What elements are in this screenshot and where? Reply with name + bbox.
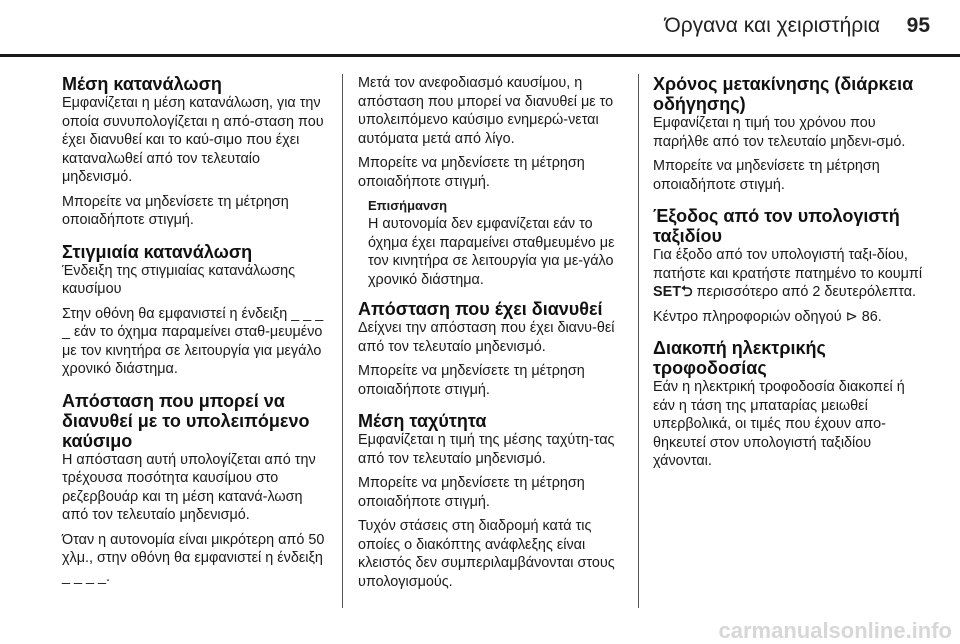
paragraph: Όταν η αυτονομία είναι μικρότερη από 50 χλμ., στην οθόνη θα εμφανιστεί η ένδειξη _ _ _ _. <box>62 531 325 585</box>
section-power-interruption <box>653 338 928 471</box>
section-average-consumption <box>62 74 330 230</box>
text: Κέντρο πληροφοριών οδηγού <box>653 308 846 325</box>
section-exit-trip-computer <box>653 206 928 326</box>
page-number: 95 <box>906 14 930 37</box>
paragraph: Εμφανίζεται η τιμή του χρόνου που παρήλθε από τον τελευταίο μηδενι-σμό. <box>653 115 906 150</box>
section-title: Διακοπή ηλεκτρικής τροφοδοσίας <box>653 338 826 378</box>
section-title: Έξοδος από τον υπολογιστή ταξιδίου <box>653 206 900 246</box>
paragraph: Δείχνει την απόσταση που έχει διανυ-θεί από τον τελευταίο μηδενισμό. <box>358 320 615 355</box>
page-footer <box>0 618 960 642</box>
section-title: Στιγμιαία κατανάλωση <box>62 241 253 262</box>
section-title: Χρόνος μετακίνησης (διάρκεια οδήγησης) <box>653 74 914 114</box>
paragraph <box>653 246 928 302</box>
watermark: carmanualsonline.info <box>718 618 952 643</box>
paragraph: Μπορείτε να μηδενίσετε τη μέτρηση οποιαδήποτε στιγμή. <box>653 158 880 193</box>
paragraph: Μπορείτε να μηδενίσετε τη μέτρηση οποιαδήποτε στιγμή. <box>358 363 585 398</box>
column-middle <box>358 74 626 603</box>
section-title: Μέση κατανάλωση <box>62 74 222 94</box>
header-rule <box>0 54 960 57</box>
text: περισσότερο από 2 δευτερόλεπτα. <box>692 284 917 300</box>
column-right <box>653 74 928 483</box>
section-travel-time <box>653 74 928 194</box>
paragraph: Εμφανίζεται η τιμή της μέσης ταχύτη-τας από τον τελευταίο μηδενισμό. <box>358 432 615 467</box>
return-arrow-icon: ⮌ <box>681 284 693 300</box>
column-divider <box>638 74 639 608</box>
note-label: Επισήμανση <box>368 198 448 213</box>
section-range <box>62 391 330 587</box>
paragraph: Εμφανίζεται η μέση κατανάλωση, για την οποία συνυπολογίζεται η από-σταση που έχει διανυθεί και το καύ-σιμο που έχει καταναλωθεί από τον τελευταίο μηδενισμό. <box>62 95 324 185</box>
paragraph: Τυχόν στάσεις στη διαδρομή κατά τις οποίες ο διακόπτης ανάφλεξης είναι κλειστός δεν συμπεριλαμβάνονται στους υπολογισμούς. <box>358 518 615 590</box>
chapter-title: Όργανα και χειριστήρια <box>664 14 880 37</box>
paragraph <box>653 308 928 327</box>
section-title: Μέση ταχύτητα <box>358 411 487 431</box>
section-title: Απόσταση που έχει διανυθεί <box>358 299 603 319</box>
column-left <box>62 74 330 598</box>
paragraph: Η απόσταση αυτή υπολογίζεται από την τρέχουσα ποσότητα καυσίμου στο ρεζερβουάρ και τη μέση κατανά-λωση από τον τελευταίο μηδενισμό. <box>62 451 316 523</box>
note-text: Η αυτονομία δεν εμφανίζεται εάν το όχημα έχει παραμείνει σταθμευμένο με τον κινητήρα σε λειτουργία για με-γάλο χρονικό διάστημα. <box>368 216 615 288</box>
paragraph: Μπορείτε να μηδενίσετε τη μέτρηση οποιαδήποτε στιγμή. <box>358 475 585 510</box>
section-title: Απόσταση που μπορεί να διανυθεί με το υπολειπόμενο καύσιμο <box>62 390 310 451</box>
paragraph: Μετά τον ανεφοδιασμό καυσίμου, η απόσταση που μπορεί να διανυθεί με το υπολειπόμενο καύσιμο ενημερώ-νεται αυτόματα μετά από λίγο. <box>358 75 614 147</box>
note-box <box>368 197 626 289</box>
cross-reference-arrow-icon: ⊳ <box>845 308 858 325</box>
text: Για έξοδο από τον υπολογιστή ταξι-δίου, πατήστε και κρατήστε πατημένο το κουμπί <box>653 247 923 282</box>
set-button-label: SET <box>653 284 681 300</box>
paragraph: Μπορείτε να μηδενίσετε τη μέτρηση οποιαδήποτε στιγμή. <box>358 155 585 190</box>
paragraph: Στην οθόνη θα εμφανιστεί η ένδειξη _ _ _ _ εάν το όχημα παραμείνει σταθ-μευμένο με τον κινητήρα σε λειτουργία για μεγάλο χρονικό διάστημα. <box>62 305 324 377</box>
paragraph: Εάν η ηλεκτρική τροφοδοσία διακοπεί ή εάν η τάση της μπαταρίας μειωθεί υπερβολικά, οι τιμές που έχουν απο-θηκευτεί στον υπολογιστή ταξιδίου χάνονται. <box>653 379 905 469</box>
page-reference: 86. <box>857 308 882 325</box>
section-distance-travelled <box>358 299 626 399</box>
paragraph: Ένδειξη της στιγμιαίας κατανάλωσης καυσίμου <box>62 262 296 297</box>
section-instant-consumption <box>62 242 330 379</box>
section-average-speed <box>358 411 626 591</box>
page-header <box>0 0 960 58</box>
paragraph: Μπορείτε να μηδενίσετε τη μέτρηση οποιαδήποτε στιγμή. <box>62 193 289 228</box>
column-divider <box>342 74 343 608</box>
